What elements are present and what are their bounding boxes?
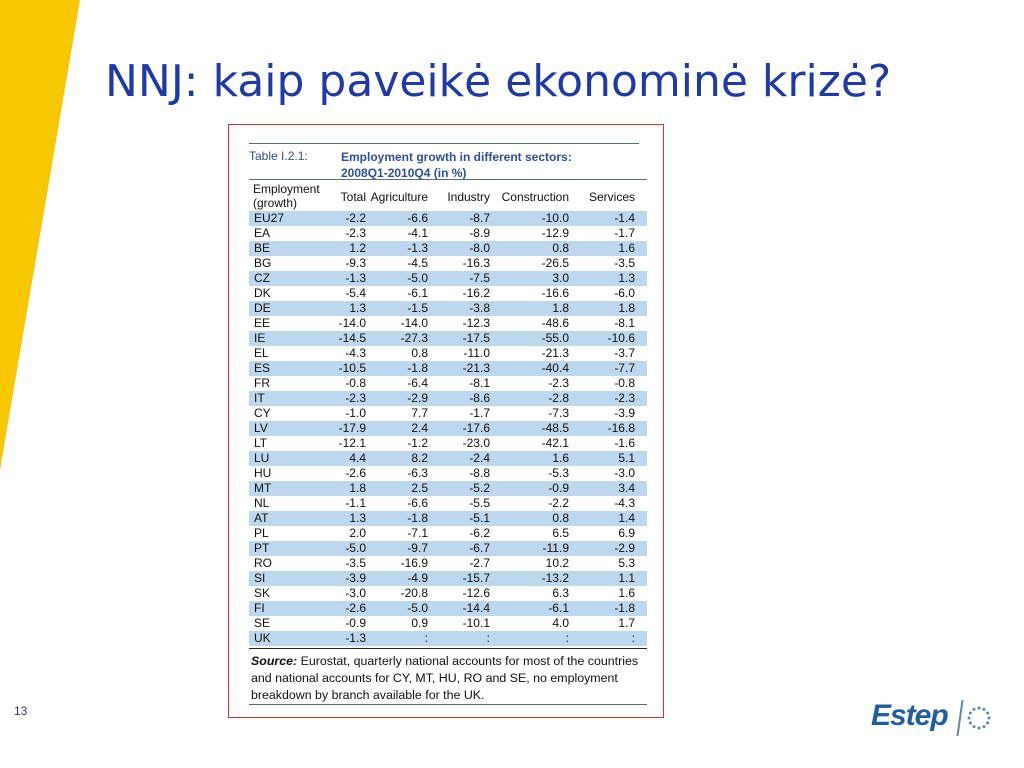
table-row [249, 271, 647, 286]
cell-construction: -2.8 [548, 391, 569, 405]
cell-country: BG [254, 256, 272, 270]
cell-construction: -21.3 [541, 346, 569, 360]
table-row [249, 601, 647, 616]
cell-total: 1.3 [349, 301, 366, 315]
cell-agriculture: -5.0 [407, 271, 428, 285]
cell-total: -5.4 [345, 286, 366, 300]
cell-industry: -3.8 [469, 301, 490, 315]
cell-total: -14.0 [338, 316, 366, 330]
cell-agriculture: -6.6 [407, 496, 428, 510]
cell-agriculture: -2.9 [407, 391, 428, 405]
table-row [249, 511, 647, 526]
table-row [249, 391, 647, 406]
cell-industry: -10.1 [462, 616, 490, 630]
cell-industry: -6.7 [469, 541, 490, 555]
logo-star [983, 725, 986, 728]
cell-industry: -8.9 [469, 226, 490, 240]
table-header-row [249, 179, 647, 215]
table-row [249, 451, 647, 466]
cell-agriculture: -9.7 [407, 541, 428, 555]
cell-industry: -17.5 [462, 331, 490, 345]
cell-industry: -8.1 [469, 376, 490, 390]
cell-total: -1.3 [345, 271, 366, 285]
cell-total: -5.0 [345, 541, 366, 555]
cell-country: FR [254, 376, 270, 390]
cell-construction: -26.5 [541, 256, 569, 270]
cell-country: MT [254, 481, 272, 495]
table-row [249, 586, 647, 601]
cell-agriculture: -1.3 [407, 241, 428, 255]
cell-services: -1.8 [614, 601, 635, 615]
cell-total: -9.3 [345, 256, 366, 270]
cell-construction: 6.5 [552, 526, 569, 540]
eu-stars-icon [965, 704, 993, 732]
cell-industry: -8.6 [469, 391, 490, 405]
table-caption-line-2: 2008Q1-2010Q4 (in %) [341, 166, 467, 180]
cell-total: -10.5 [338, 361, 366, 375]
cell-construction: 10.2 [545, 556, 569, 570]
cell-total: -0.9 [345, 616, 366, 630]
cell-services: 1.4 [618, 511, 635, 525]
cell-industry: -15.7 [462, 571, 490, 585]
logo-star [986, 712, 989, 715]
cell-services: 1.6 [618, 586, 635, 600]
cell-industry: -1.7 [469, 406, 490, 420]
column-header-employment-line-2: (growth) [253, 196, 298, 210]
cell-construction: -40.4 [541, 361, 569, 375]
cell-agriculture: -1.5 [407, 301, 428, 315]
cell-construction: -2.3 [548, 376, 569, 390]
table-row [249, 481, 647, 496]
estep-logo [871, 694, 996, 738]
table-row [249, 406, 647, 421]
table-row [249, 226, 647, 241]
cell-industry: -14.4 [462, 601, 490, 615]
table-row [249, 571, 647, 586]
table-row [249, 241, 647, 256]
cell-services: -1.4 [614, 211, 635, 225]
table-row [249, 376, 647, 391]
cell-country: SE [254, 616, 271, 630]
cell-total: 2.0 [349, 526, 366, 540]
cell-industry: -16.2 [462, 286, 490, 300]
cell-construction: 6.3 [552, 586, 569, 600]
cell-industry: -5.5 [469, 496, 490, 510]
logo-star [973, 708, 976, 711]
cell-country: EL [254, 346, 269, 360]
cell-country: FI [254, 601, 265, 615]
cell-construction: 0.8 [552, 511, 569, 525]
cell-total: -3.5 [345, 556, 366, 570]
cell-agriculture: -6.1 [407, 286, 428, 300]
cell-country: ES [254, 361, 271, 375]
cell-industry: -6.2 [469, 526, 490, 540]
cell-construction: 4.0 [552, 616, 569, 630]
cell-services: 3.4 [618, 481, 635, 495]
cell-total: -3.9 [345, 571, 366, 585]
table-row [249, 346, 647, 361]
cell-country: BE [254, 241, 271, 255]
cell-total: -1.3 [345, 631, 366, 645]
cell-country: NL [254, 496, 270, 510]
column-header-services: Services [588, 190, 635, 204]
table-id: Table I.2.1: [249, 149, 308, 163]
cell-country: CZ [254, 271, 270, 285]
cell-services: -3.5 [614, 256, 635, 270]
cell-construction: -13.2 [541, 571, 569, 585]
cell-services: 1.3 [618, 271, 635, 285]
table-row [249, 496, 647, 511]
table-caption-line-1: Employment growth in different sectors: [341, 150, 572, 164]
cell-agriculture: -27.3 [400, 331, 428, 345]
table-row [249, 361, 647, 376]
cell-industry: -23.0 [462, 436, 490, 450]
cell-total: -17.9 [338, 421, 366, 435]
cell-construction: -6.1 [548, 601, 569, 615]
logo-star [986, 722, 989, 725]
cell-country: AT [254, 511, 269, 525]
cell-agriculture: 7.7 [411, 406, 428, 420]
cell-total: -14.5 [338, 331, 366, 345]
cell-services: -3.7 [614, 346, 635, 360]
cell-industry: -21.3 [462, 361, 490, 375]
cell-country: LU [254, 451, 270, 465]
cell-industry: -2.7 [469, 556, 490, 570]
cell-construction: 1.8 [552, 301, 569, 315]
cell-construction: -10.0 [541, 211, 569, 225]
cell-country: IT [254, 391, 265, 405]
cell-industry: -8.7 [469, 211, 490, 225]
cell-agriculture: -1.8 [407, 361, 428, 375]
cell-total: -2.6 [345, 466, 366, 480]
cell-total: 4.4 [349, 451, 366, 465]
cell-country: PT [254, 541, 270, 555]
logo-star [969, 722, 972, 725]
cell-total: -2.3 [345, 391, 366, 405]
cell-agriculture: -20.8 [400, 586, 428, 600]
cell-total: -2.2 [345, 211, 366, 225]
page-number: 13 [14, 704, 28, 718]
table-row [249, 541, 647, 556]
cell-total: -1.0 [345, 406, 366, 420]
cell-agriculture: 8.2 [411, 451, 428, 465]
cell-construction: 1.6 [552, 451, 569, 465]
table-row [249, 631, 647, 646]
cell-agriculture: 2.4 [411, 421, 428, 435]
cell-services: 1.8 [618, 301, 635, 315]
cell-services: -10.6 [607, 331, 635, 345]
table-row [249, 211, 647, 226]
cell-industry: : [486, 631, 490, 645]
cell-agriculture: -14.0 [400, 316, 428, 330]
cell-agriculture: -6.3 [407, 466, 428, 480]
table-body [249, 211, 647, 646]
cell-construction: 3.0 [552, 271, 569, 285]
cell-industry: -5.1 [469, 511, 490, 525]
cell-industry: -8.0 [469, 241, 490, 255]
cell-total: -2.6 [345, 601, 366, 615]
cell-agriculture: -1.2 [407, 436, 428, 450]
cell-country: CY [254, 406, 271, 420]
cell-services: 1.7 [618, 616, 635, 630]
cell-country: PL [254, 526, 269, 540]
cell-construction: : [565, 631, 569, 645]
cell-services: -3.9 [614, 406, 635, 420]
table-row [249, 436, 647, 451]
cell-country: LT [254, 436, 268, 450]
table-row [249, 316, 647, 331]
source-bottom-rule [249, 704, 647, 705]
logo-star [968, 717, 971, 720]
logo-star [973, 725, 976, 728]
source-label: Source: [251, 654, 298, 668]
logo-divider [956, 700, 963, 736]
table-row [249, 526, 647, 541]
logo-star [969, 712, 972, 715]
column-header-employment [253, 182, 320, 210]
cell-country: DK [254, 286, 271, 300]
cell-industry: -11.0 [463, 346, 490, 360]
logo-text: Estep [871, 699, 948, 732]
slide-title: NNJ: kaip paveikė ekonominė krizė? [105, 56, 892, 107]
table-image-frame [228, 124, 664, 718]
cell-services: 6.9 [618, 526, 635, 540]
cell-industry: -16.3 [462, 256, 490, 270]
cell-total: 1.3 [349, 511, 366, 525]
table-row [249, 256, 647, 271]
cell-agriculture: -4.9 [407, 571, 428, 585]
cell-industry: -12.3 [462, 316, 490, 330]
cell-services: -7.7 [614, 361, 635, 375]
cell-agriculture: 0.9 [411, 616, 428, 630]
cell-country: SK [254, 586, 271, 600]
cell-agriculture: -1.8 [407, 511, 428, 525]
cell-construction: -11.9 [542, 541, 569, 555]
cell-agriculture: -4.5 [407, 256, 428, 270]
cell-country: UK [254, 631, 271, 645]
cell-industry: -2.4 [469, 451, 490, 465]
cell-construction: -5.3 [548, 466, 569, 480]
cell-services: 5.3 [618, 556, 635, 570]
cell-construction: -16.6 [541, 286, 569, 300]
cell-total: -0.8 [345, 376, 366, 390]
cell-agriculture: -5.0 [407, 601, 428, 615]
cell-construction: -55.0 [541, 331, 569, 345]
table-row [249, 286, 647, 301]
column-header-employment-line-1: Employment [253, 182, 320, 196]
cell-industry: -12.6 [462, 586, 490, 600]
cell-country: LV [254, 421, 268, 435]
cell-total: 1.2 [349, 241, 366, 255]
table-row [249, 331, 647, 346]
cell-agriculture: -7.1 [407, 526, 428, 540]
source-top-rule [249, 648, 647, 649]
cell-total: -4.3 [345, 346, 366, 360]
cell-total: 1.8 [349, 481, 366, 495]
cell-country: RO [254, 556, 272, 570]
cell-agriculture: -16.9 [400, 556, 428, 570]
column-header-agriculture: Agriculture [370, 190, 428, 204]
cell-services: -16.8 [607, 421, 635, 435]
cell-industry: -17.6 [462, 421, 490, 435]
cell-total: -3.0 [345, 586, 366, 600]
logo-star [978, 707, 981, 710]
table-caption [341, 149, 572, 181]
column-header-industry: Industry [447, 190, 490, 204]
cell-country: EA [254, 226, 271, 240]
cell-industry: -5.2 [469, 481, 490, 495]
cell-industry: -7.5 [469, 271, 490, 285]
cell-construction: -2.2 [548, 496, 569, 510]
cell-services: -1.7 [614, 226, 635, 240]
cell-construction: 0.8 [552, 241, 569, 255]
logo-star [978, 727, 981, 730]
cell-services: -4.3 [614, 496, 635, 510]
cell-construction: -7.3 [548, 406, 569, 420]
cell-services: : [631, 631, 635, 645]
cell-industry: -8.8 [469, 466, 490, 480]
cell-agriculture: : [424, 631, 428, 645]
cell-services: -2.9 [614, 541, 635, 555]
cell-agriculture: 0.8 [411, 346, 428, 360]
table-caption-block [249, 143, 639, 179]
cell-country: DE [254, 301, 271, 315]
cell-agriculture: -4.1 [407, 226, 428, 240]
cell-country: SI [254, 571, 266, 585]
column-header-construction: Construction [501, 190, 569, 204]
cell-services: 1.6 [618, 241, 635, 255]
cell-agriculture: -6.6 [407, 211, 428, 225]
cell-services: -6.0 [614, 286, 635, 300]
table-row [249, 466, 647, 481]
cell-services: -8.1 [614, 316, 635, 330]
cell-agriculture: 2.5 [411, 481, 428, 495]
cell-country: EU27 [254, 211, 285, 225]
table-source-note [251, 653, 661, 704]
source-text: Eurostat, quarterly national accounts for most of the countries and national accounts for CY, MT, HU, RO and SE, no employment breakdown by branch available for the UK. [251, 654, 639, 702]
table-row [249, 301, 647, 316]
yellow-accent-band [0, 0, 80, 470]
cell-total: -2.3 [345, 226, 366, 240]
cell-country: HU [254, 466, 272, 480]
cell-construction: -48.6 [541, 316, 569, 330]
cell-services: 5.1 [618, 451, 635, 465]
cell-agriculture: -6.4 [407, 376, 428, 390]
cell-services: 1.1 [618, 571, 635, 585]
column-header-total: Total [340, 190, 366, 204]
cell-construction: -48.5 [541, 421, 569, 435]
table-row [249, 556, 647, 571]
cell-services: -1.6 [614, 436, 635, 450]
cell-construction: -12.9 [541, 226, 569, 240]
cell-services: -3.0 [614, 466, 635, 480]
cell-services: -2.3 [614, 391, 635, 405]
table-row [249, 616, 647, 631]
cell-total: -12.1 [338, 436, 366, 450]
logo-star [988, 717, 991, 720]
logo-star [983, 708, 986, 711]
cell-total: -1.1 [345, 496, 366, 510]
cell-construction: -0.9 [548, 481, 569, 495]
cell-services: -0.8 [614, 376, 635, 390]
cell-country: IE [254, 331, 266, 345]
cell-country: EE [254, 316, 271, 330]
cell-construction: -42.1 [541, 436, 569, 450]
table-row [249, 421, 647, 436]
